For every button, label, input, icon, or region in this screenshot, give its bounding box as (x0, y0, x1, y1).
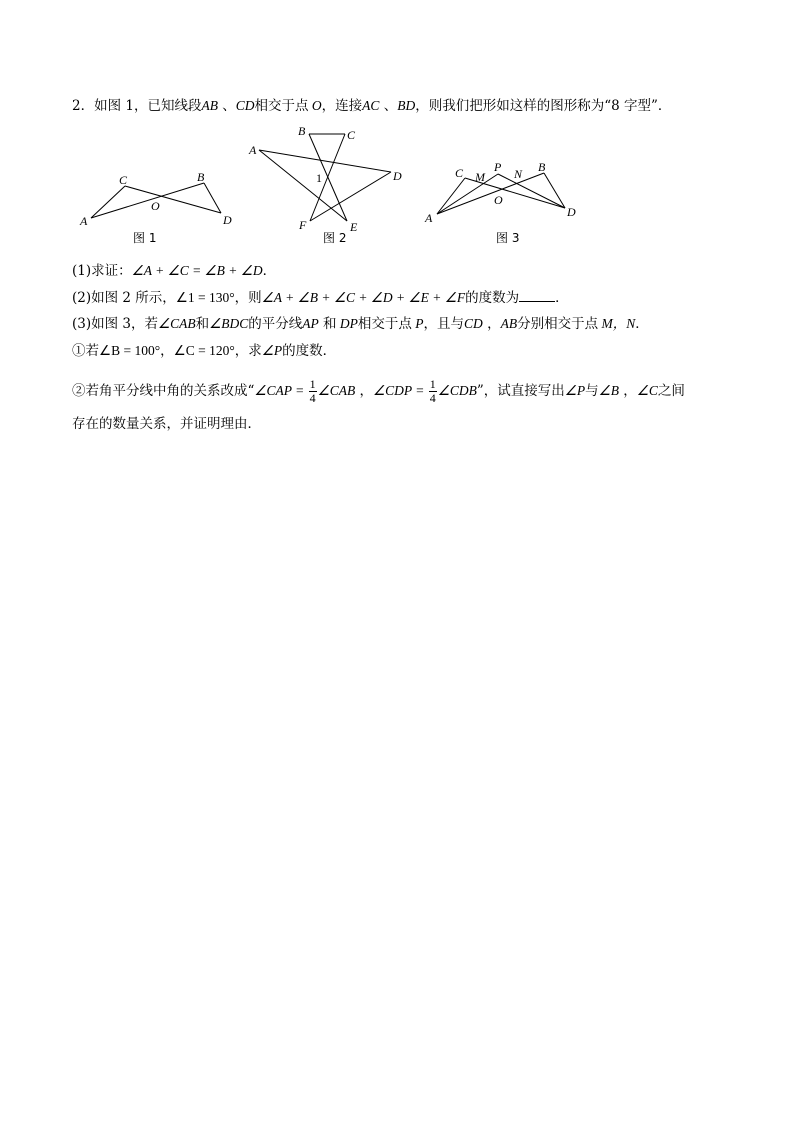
text: 和 (195, 316, 210, 332)
figures-svg (0, 0, 794, 260)
fraction-numerator: 1 (429, 377, 436, 391)
fig1-label-b: B (197, 170, 205, 184)
text: ． (555, 290, 569, 306)
text: 分别相交于点 (517, 316, 599, 332)
text: 相交于点 (357, 316, 412, 332)
text: ，已知线段 (133, 98, 202, 114)
problem-number: 2． (72, 98, 95, 114)
fig1-caption: 图 1 (133, 231, 157, 245)
fig3-label-d: D (567, 205, 576, 219)
fraction-numerator: 1 (309, 377, 316, 391)
math: ∠C (636, 383, 658, 398)
fig2-label-a: A (249, 143, 257, 157)
text: 相交于点 (254, 98, 309, 114)
fig1-label-c: C (119, 173, 128, 187)
fig2-seg-ad (259, 150, 391, 172)
text: ，则 (234, 290, 262, 306)
math: ∠A + ∠C = ∠B + ∠D (131, 263, 263, 278)
text: ，连接 (321, 98, 363, 114)
fig1-label-d: D (223, 213, 232, 227)
fig1-seg-cd (125, 186, 221, 213)
fig3-label-o: O (494, 193, 503, 207)
math: ∠BDC (209, 316, 249, 331)
math: ∠B = 100° (99, 343, 161, 358)
fig3-label-m: M (475, 170, 485, 184)
math: BD (397, 98, 416, 113)
answer-blank[interactable] (519, 287, 555, 302)
fraction-one-quarter (309, 378, 317, 405)
text: ， (482, 316, 501, 332)
math: AC (362, 98, 380, 113)
fraction-one-quarter-2 (429, 378, 437, 405)
fig1-seg-ab (91, 183, 204, 218)
fig3-label-a: A (425, 211, 433, 225)
math: ∠CAP = (254, 383, 308, 398)
fig3-label-n: N (514, 167, 523, 181)
math: ∠C = 120° (173, 343, 235, 358)
math: AB (500, 316, 518, 331)
math: ∠CAB (317, 383, 356, 398)
fig2-caption: 图 2 (323, 231, 347, 245)
text: (2)如图 2 所示， (72, 290, 176, 306)
math: ∠CDP = (373, 383, 428, 398)
text: ， (160, 343, 174, 359)
text: ，求 (234, 343, 262, 359)
text: ． (635, 316, 649, 332)
text: ， (355, 383, 374, 399)
question-1 (72, 261, 276, 281)
fraction-denominator: 4 (429, 391, 436, 405)
text: 与 (585, 383, 599, 399)
text: (1)求证： (72, 263, 132, 279)
math: ∠CDB (437, 383, 477, 398)
fig2-label-c: C (347, 128, 356, 142)
question-2 (72, 287, 569, 308)
math: AB (201, 98, 218, 113)
math: AP (302, 316, 319, 331)
figure-2 (259, 134, 391, 221)
text: 的度数． (282, 343, 337, 359)
text: ②若角平分线中角的关系改成“ (72, 383, 255, 399)
text: 1 (121, 98, 134, 114)
text: 和 (318, 316, 337, 332)
text: 之间 (657, 383, 685, 399)
math: ∠P (564, 383, 586, 398)
fraction-denominator: 4 (309, 391, 316, 405)
fig2-label-angle-1: 1 (316, 171, 322, 185)
math: ∠P (261, 343, 283, 358)
text: 、 (217, 98, 236, 114)
text: (3)如图 3，若 (72, 316, 159, 332)
text: ． (262, 263, 277, 279)
math: P (411, 316, 424, 331)
fig2-label-f: F (299, 218, 307, 232)
text: 的平分线 (248, 316, 303, 332)
text: ， (618, 383, 637, 399)
text: ，且与 (423, 316, 465, 332)
fig2-seg-df (310, 172, 391, 221)
fig2-label-e: E (350, 220, 358, 234)
math: ∠CAB (158, 316, 196, 331)
fig1-label-a: A (80, 214, 88, 228)
question-3-part-2-continued (72, 414, 261, 434)
fig3-caption: 图 3 (496, 231, 520, 245)
fig3-label-p: P (494, 160, 502, 174)
fig2-label-d: D (393, 169, 402, 183)
question-3 (72, 314, 649, 334)
text: 存在的数量关系，并证明理由． (72, 416, 261, 432)
math: CD (464, 316, 483, 331)
question-3-part-2 (72, 378, 685, 405)
text: ①若 (72, 343, 99, 359)
text: ，则我们把形如这样的图形称为“8 字型”． (415, 98, 672, 114)
fig1-label-o: O (151, 199, 160, 213)
fig3-label-c: C (455, 166, 464, 180)
text: 的度数为 (465, 290, 520, 306)
text: 、 (379, 98, 398, 114)
fig3-label-b: B (538, 160, 546, 174)
question-3-part-1 (72, 341, 336, 361)
math: DP (336, 316, 358, 331)
math: O (308, 98, 322, 113)
fig2-label-b: B (298, 124, 306, 138)
math: M，N (598, 316, 636, 331)
math: ∠A + ∠B + ∠C + ∠D + ∠E + ∠F (261, 290, 466, 305)
text: ”，试直接写出 (476, 383, 565, 399)
math: CD (235, 98, 255, 113)
text: 如图 (94, 98, 122, 114)
math: ∠B (598, 383, 619, 398)
math: ∠1 = 130° (175, 290, 235, 305)
